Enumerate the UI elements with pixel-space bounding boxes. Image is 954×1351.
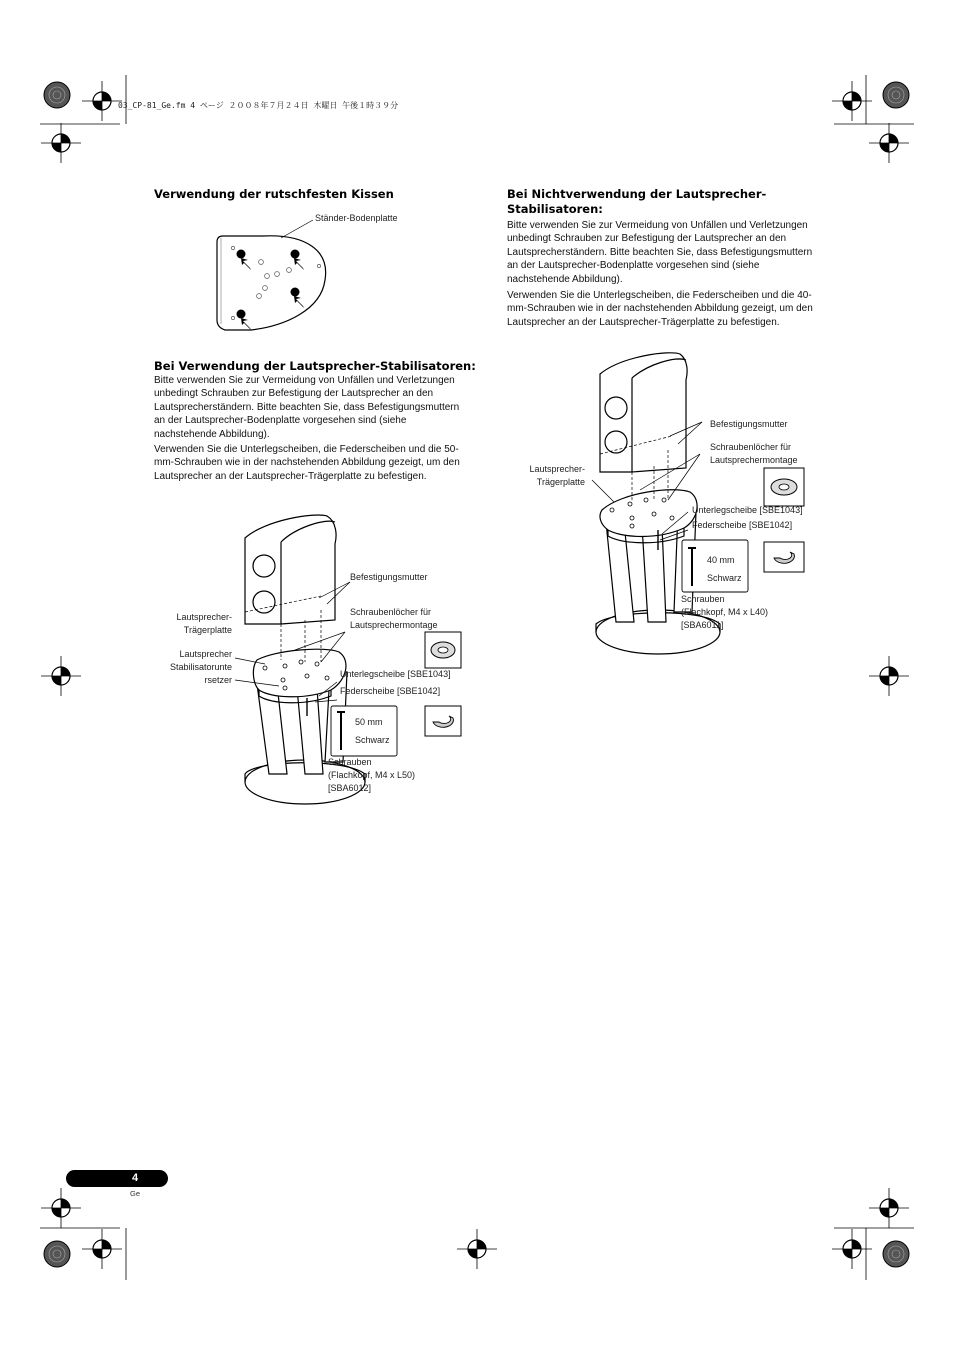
section-title-with-stabilizers: Bei Verwendung der Lautsprecher-Stabilisatoren: <box>154 359 476 373</box>
screws-label: Schrauben <box>681 594 725 604</box>
screw-holes-label: Schraubenlöcher für <box>710 442 792 452</box>
section-title-without-stabilizers: Stabilisatoren: <box>507 202 603 216</box>
screw-color-label: Schwarz <box>355 735 390 745</box>
screws-label: [SBA6012] <box>328 783 372 793</box>
mounting-nut-label: Befestigungsmutter <box>710 419 788 429</box>
stabilizer-label: rsetzer <box>204 675 232 685</box>
screws-label: [SBA6011] <box>681 620 724 630</box>
stabilizer-label: Lautsprecher <box>179 649 232 659</box>
page-number-tab <box>66 1170 168 1187</box>
page-number: 4 <box>131 1172 139 1184</box>
file-info-header: 03_CP-81_Ge.fm 4 ページ ２００８年７月２４日 木曜日 午後１時３９分 <box>118 101 399 110</box>
support-plate-label: Lautsprecher- <box>529 464 585 474</box>
instruction-paragraph: Verwenden Sie die Unterlegscheiben, die Federscheiben und die 40-mm-Schrauben wie in der nachstehenden Abbildung gezeigt, um den Lautsprecher an der Lautsprecher-Trägerplatte zu befestigen. <box>507 290 813 328</box>
spring-washer-label: Federscheibe [SBE1042] <box>340 686 441 696</box>
instruction-paragraph: Bitte verwenden Sie zur Vermeidung von Unfällen und Verletzungen unbedingt Schrauben zur Befestigung der Lautsprecher an den Lautsprecherständern. Bitte beachten Sie, dass Befestigungsmuttern an der Lautsprecher-Bodenplatte vorgesehen sind (siehe nachstehende Abbildung). <box>154 375 460 440</box>
support-plate-label: Trägerplatte <box>536 477 585 487</box>
section-title-anti-slip-pads: Verwendung der rutschfesten Kissen <box>154 187 394 201</box>
section-title-without-stabilizers: Bei Nichtverwendung der Lautsprecher- <box>507 187 767 201</box>
screw-holes-label: Lautsprechermontage <box>710 455 798 465</box>
instruction-paragraph: Bitte verwenden Sie zur Vermeidung von Unfällen und Verletzungen unbedingt Schrauben zur Befestigung der Lautsprecher an den Lautsprecherständern. Bitte beachten Sie, dass Befestigungsmuttern an der Lautsprecher-Bodenplatte vorgesehen sind (siehe nachstehende Abbildung). <box>507 220 813 285</box>
mounting-nut-label: Befestigungsmutter <box>350 572 428 582</box>
stand-base-plate-illustration <box>215 220 335 330</box>
screw-length-label: 40 mm <box>707 555 735 565</box>
support-plate-label: Trägerplatte <box>183 625 232 635</box>
screw-holes-label: Lautsprechermontage <box>350 620 438 630</box>
instruction-paragraph: Verwenden Sie die Unterlegscheiben, die Federscheiben und die 50-mm-Schrauben wie in der nachstehenden Abbildung gezeigt, um den Lautsprecher an der Lautsprecher-Trägerplatte zu befestigen. <box>154 444 460 482</box>
screw-color-label: Schwarz <box>707 573 742 583</box>
washer-label: Unterlegscheibe [SBE1043] <box>340 669 451 679</box>
screws-label: (Flachkopf, M4 x L50) <box>328 770 416 780</box>
base-plate-label: Ständer-Bodenplatte <box>315 213 398 223</box>
spring-washer-label: Federscheibe [SBE1042] <box>692 520 793 530</box>
stabilizer-label: Stabilisatorunte <box>169 662 232 672</box>
support-plate-label: Lautsprecher- <box>176 612 232 622</box>
language-code: Ge <box>129 1189 140 1198</box>
washer-label: Unterlegscheibe [SBE1043] <box>692 505 803 515</box>
screws-label: (Flachkopf, M4 x L40) <box>681 607 769 617</box>
screw-holes-label: Schraubenlöcher für <box>350 607 432 617</box>
screw-length-label: 50 mm <box>355 717 383 727</box>
screws-label: Schrauben <box>328 757 372 767</box>
